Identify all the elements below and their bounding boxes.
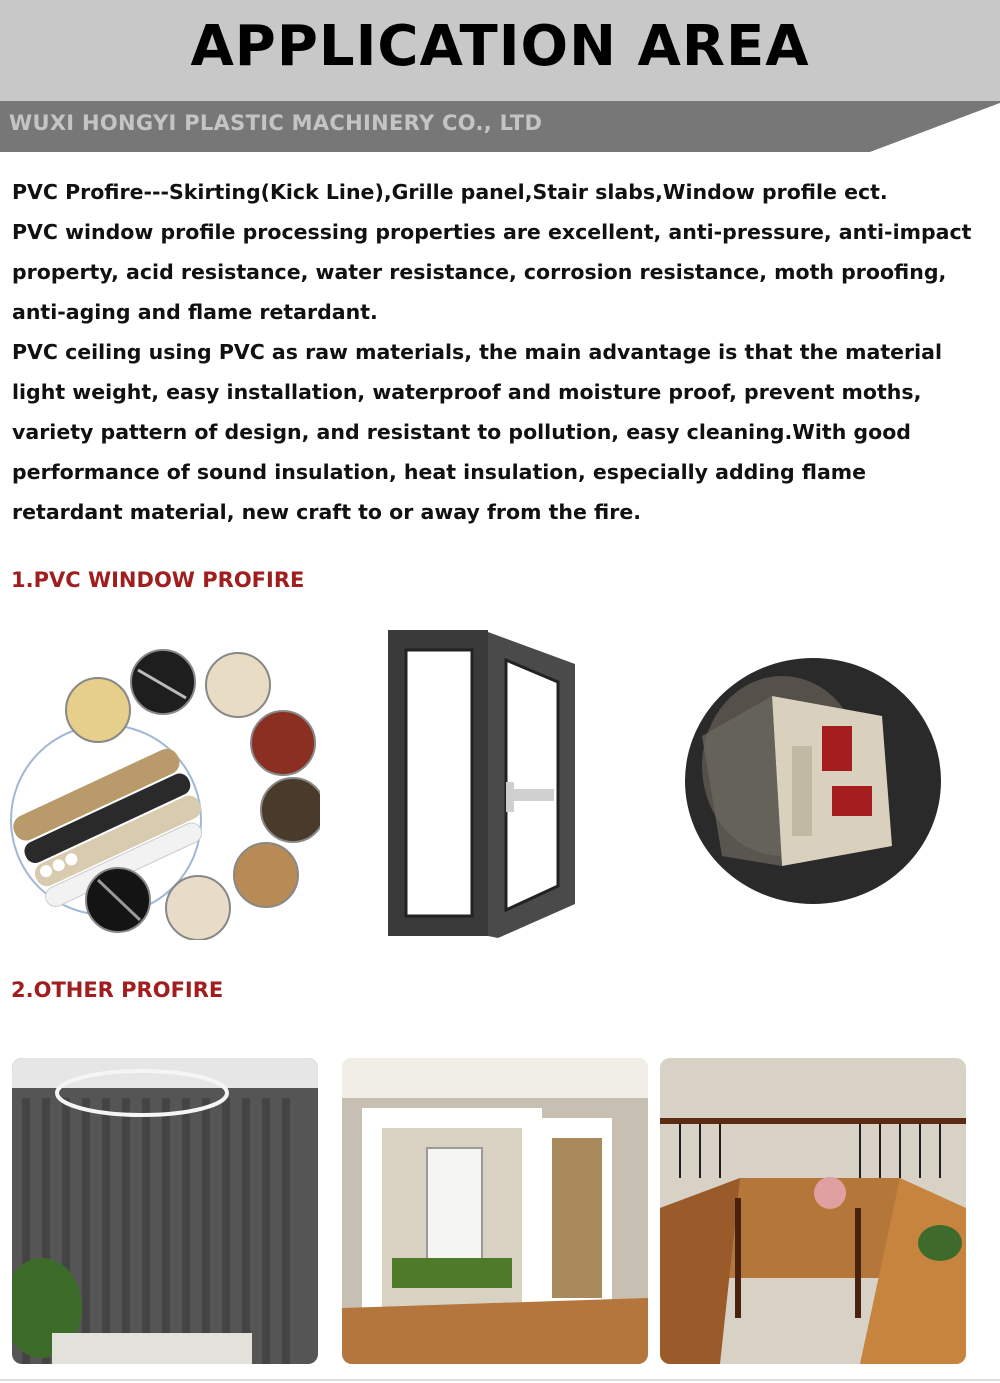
- intro-paragraph: PVC ceiling using PVC as raw materials, the main advantage is that the material light weight, easy installation, waterproof and moisture proof, prevent moths, variety pattern of design, and resistant to pollution, easy cleaning.With good performance of sound insulation, heat insulation, especially adding flame retardant material, new craft to or away from the fire.: [12, 340, 943, 524]
- staircase-photo: [660, 1058, 966, 1364]
- profile-cross-section-image: [682, 656, 944, 906]
- intro-text: [12, 172, 972, 532]
- section-title-other: 2.OTHER PROFIRE: [11, 978, 224, 1002]
- company-name: WUXI HONGYI PLASTIC MACHINERY CO., LTD: [9, 111, 543, 135]
- bottom-divider: [0, 1379, 1000, 1381]
- intro-paragraph: PVC Profire---Skirting(Kick Line),Grille panel,Stair slabs,Window profile ect.: [12, 180, 888, 204]
- profile-samples-image: [8, 640, 320, 940]
- interior-door-photo: [342, 1058, 648, 1364]
- page-title: APPLICATION AREA: [190, 14, 810, 79]
- window-frame-image: [380, 624, 580, 944]
- intro-paragraph: PVC window profile processing properties are excellent, anti-pressure, anti-impact property, acid resistance, water resistance, corrosion resistance, moth proofing, anti-aging and flame retardant.: [12, 220, 972, 324]
- section-title-window: 1.PVC WINDOW PROFIRE: [11, 568, 305, 592]
- wall-panel-photo: [12, 1058, 318, 1364]
